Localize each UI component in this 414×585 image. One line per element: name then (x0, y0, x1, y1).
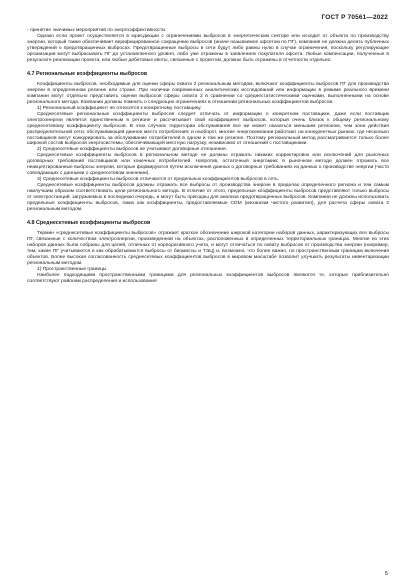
section-paragraph: Наиболее подходящими пространственными границами для региональных коэффициентов выбросов являются те, которые приблизительно соответствуют районам распределения и использования (27, 272, 389, 284)
section-paragraph: Коэффициенты выбросов, необходимые для оценки сферы охвата 2 региональным методом, включают коэффициенты выбросов ПГ для производства энергии в определенном регионе или стране. При наличии современных аналитических исследований или информации в режиме реального времени компании могут отдельно представить оценки выбросов сферы охвата 2 в сравнении со среднестатистическими оценками, выполненными на основе регионального метода. Компании должны помнить о следующих ограничениях в отношении региональных коэффициентов выбросов. (27, 81, 389, 105)
section-paragraph: Среднесетевые региональные коэффициенты выбросов следует отличать от информации о конкретном поставщике, даже если поставщик электроэнергии является единственным в регионе и рассчитывает свой коэффициент выбросов, который очень близок к общему региональному среднесетевому коэффициенту выбросов. В этих случаях территории обслуживания все же может оказаться меньшим регионом, чем зона действия распределительной сети, обслуживающей данное место потребления; и наоборот, многие энергокомпании работают на конкурентных рынках, где несколько поставщиков могут конкурировать за обслуживание потребителей в одном и том же регионе. Поэтому региональный метод рассматривается только более широкой состав выбросов энергосистемы, обеспечивающей местную нагрузку, независимо от отношений с поставщиками. (27, 111, 389, 147)
document-code: ГОСТ Р 70561—2022 (321, 14, 388, 21)
section-list-item: 1) Региональный коэффициент не относится к конкретному поставщику. (37, 105, 202, 111)
section-paragraph: Среднесетевые коэффициенты выбросов в региональном методе не должны отражать никаких корректировок или исключений для рыночных договорных требований поставщиков или конечных потребителей. Напротив, остаточный энергомикс в рыночном методе должен отражать все неакцептированные выбросы энергии, которые формируются путем исключения данных о договорных требованиях из данных о производстве энергии (часто совпадающих с данными о среднесетевом значении). (27, 153, 389, 177)
intro-paragraph: - принятие значимых мероприятий по энергоэффективности. (27, 28, 167, 33)
section-paragraph: Среднесетевые коэффициенты выбросов должны отражать все выбросы от производства энергии в пределах определенного региона и тем самым наилучшим образом соответствовать цели регионального метода. В отличие от этого, предельные коэффициенты выбросов представляют только выбросы от электростанций, загружаемых в последнюю очередь, и могут быть пригодны для анализа предотвращенных выбросов. Компании не должны использовать предельные коэффициенты выбросов, таких как коэффициенты, предоставляемые CDM (механизм чистого развития), для расчета сферы охвата 2 региональным методом. (27, 183, 389, 212)
section-paragraph: Термин «среднесетевые коэффициенты выбросов» отражает краткое обозначение широкой категории наборов данных, характеризующих все выбросы ПГ, связанные с количеством электроэнергии, произведенной на объектах, расположенных в определенных территориальных границах. Многие из этих наборов данных были собраны для целей, отличных от корпоративного учета, и могут отличаться по охвату выбросов от производства энергии (например, тем, какие ПГ учитываются и как обрабатываются выбросы от биомассы и ТЭЦ) и, возможно, что более важно, по пространственным границам включения объектов. Более высокая согласованность среднесетевых коэффициентов выбросов в мировом масштабе позволит улучшить результаты инвентаризации региональным методом. (27, 231, 389, 266)
section-heading-4-8: 4.8 Среднесетевые коэффициенты выбросов (27, 219, 151, 226)
section-list-item: 3) Среднесетевые коэффициенты выбросов отличаются от предельных коэффициентов выбросов в сеть. (37, 177, 280, 183)
section-heading-4-7: 4.7 Региональные коэффициенты выбросов (27, 70, 148, 77)
section-list-item: 2) Среднесетевые коэффициенты выбросов не учитывают договорные отношения. (37, 147, 228, 153)
intro-paragraph: Однако если проект осуществляется в юрисдикции с ограничениями выбросов в энергетическом секторе или исходит от объекта по производству энергии, который также обеспечивает верифицированное сокращение выбросов (иначе называемое офсетом по ПГ), компания не должна делать публичных утверждений о предотвращенных выбросах. Предотвращенные выбросы в сети будут либо равны нулю в случае ограничения, поскольку регулирующие организации могут выбрасывать ПГ до установленного уровня, либо уже отражены в заявлениях покупателя офсета. Любые компенсации, полученные в результате реализации проекта, или любые дебетовые квоты, связанные с проектом, должны быть отражены в отчетности отдельно. (27, 33, 389, 63)
section-list-item: 1) Пространственные границы (37, 266, 107, 272)
page-number: 5 (384, 571, 388, 577)
page-content (27, 28, 389, 285)
